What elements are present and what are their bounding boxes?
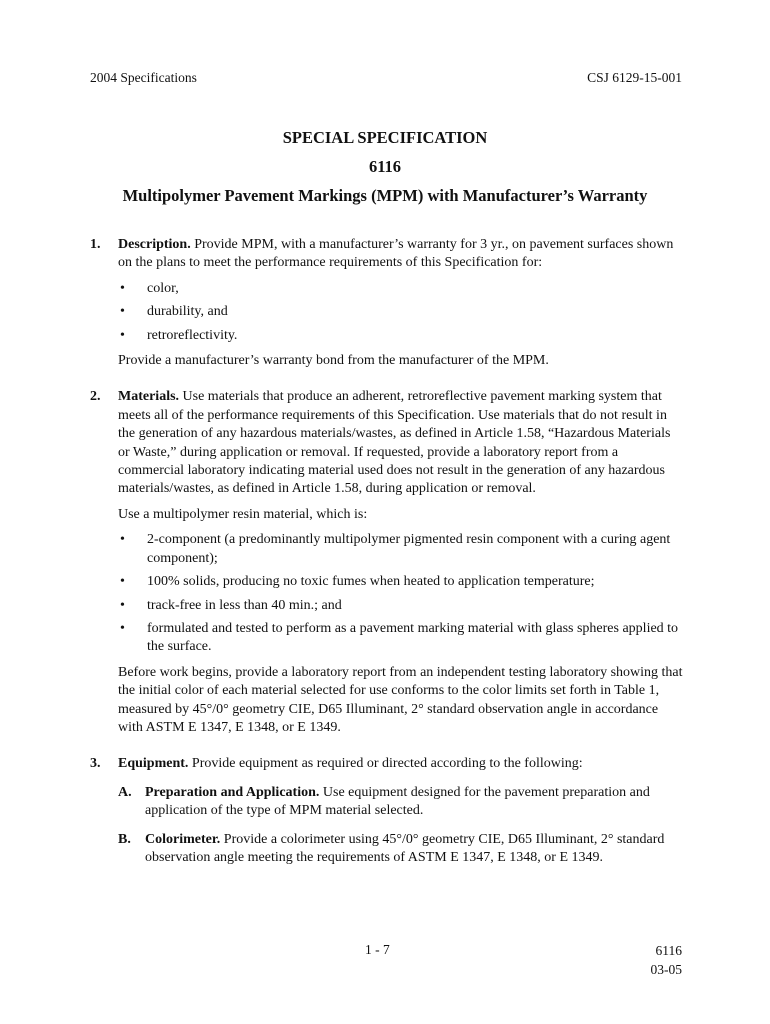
- title-line-1: SPECIAL SPECIFICATION: [282, 128, 488, 147]
- title-line-3: Multipolymer Pavement Markings (MPM) with Manufacturer’s Warranty: [122, 186, 648, 205]
- section-heading: Equipment.: [118, 756, 189, 772]
- bullet-icon: •: [120, 280, 125, 296]
- list-item: • 2-component (a predominantly multipolymer pigmented resin component with a curing agent component);: [118, 531, 685, 568]
- bullet-icon: •: [120, 574, 125, 590]
- section-number: 2.: [90, 389, 101, 405]
- bullet-list: [118, 280, 685, 345]
- section-materials: [90, 388, 685, 744]
- section-paragraph: Description. Provide MPM, with a manufacturer’s warranty for 3 yr., on pavement surfaces shown on the plans to meet the performance requirements of this Specification for:: [118, 237, 674, 271]
- bullet-icon: •: [120, 327, 125, 343]
- section-paragraph: Materials. Use materials that produce an adherent, retroreflective pavement marking system that meets all of the performance requirements of this Specification. Use materials that do not result in the generation of any hazardous materials/wastes, as defined in Article 1.58, “Hazardous Materials or Waste,” during application or removal. If requested, provide a laboratory report from a commercial laboratory indicating material used does not result in the generation of any hazardous materials/wastes, as defined in Article 1.58, during application or removal.: [118, 389, 671, 497]
- bullet-icon: •: [120, 304, 125, 320]
- subsection-heading: Colorimeter.: [145, 831, 221, 847]
- list-item: • color,: [118, 280, 685, 298]
- section-description: [90, 236, 685, 377]
- section-equipment: [90, 755, 685, 877]
- bullet-icon: •: [120, 620, 125, 636]
- bullet-icon: •: [120, 532, 125, 548]
- subsection-letter: A.: [118, 784, 132, 800]
- footer-spec-number: 6116: [655, 943, 682, 958]
- bullet-list: [118, 531, 685, 656]
- section-paragraph: Use a multipolymer resin material, which is:: [118, 506, 368, 522]
- bullet-icon: •: [120, 597, 125, 613]
- list-item: • retroreflectivity.: [118, 327, 685, 345]
- title-line-2: 6116: [368, 157, 402, 176]
- section-heading: Description.: [118, 237, 191, 252]
- list-item: • durability, and: [118, 303, 685, 321]
- section-paragraph: Provide a manufacturer’s warranty bond from the manufacturer of the MPM.: [118, 353, 549, 369]
- subsection-heading: Preparation and Application.: [145, 784, 320, 800]
- list-item: • 100% solids, producing no toxic fumes when heated to application temperature;: [118, 573, 685, 591]
- header-right: CSJ 6129-15-001: [587, 70, 682, 85]
- section-paragraph: Before work begins, provide a laboratory report from an independent testing laboratory showing that the initial color of each material selected for use conforms to the color limits set forth in Table 1, measured by 45°/0° geometry CIE, D65 Illuminant, 2° standard observation angle in accordance with ASTM E 1347, E 1348, or E 1349.: [118, 664, 683, 735]
- list-item: • formulated and tested to perform as a pavement marking material with glass spheres applied to the surface.: [118, 620, 685, 657]
- section-number: 3.: [90, 756, 101, 772]
- subsection-colorimeter: B. Colorimeter. Provide a colorimeter using 45°/0° geometry CIE, D65 Illuminant, 2° standard observation angle meeting the requirements of ASTM E 1347, E 1348, or E 1349.: [118, 831, 685, 868]
- subsection-letter: B.: [118, 831, 131, 847]
- header-left: 2004 Specifications: [90, 70, 197, 85]
- section-number: 1.: [90, 237, 101, 252]
- section-paragraph: Equipment. Provide equipment as required or directed according to the following:: [118, 756, 583, 772]
- document-body: [90, 236, 685, 888]
- list-item: • track-free in less than 40 min.; and: [118, 597, 685, 615]
- page-number: 1 - 7: [365, 942, 390, 957]
- footer-date: 03-05: [650, 961, 682, 977]
- footer-spec-info: [651, 942, 683, 979]
- subsection-preparation: A. Preparation and Application. Use equipment designed for the pavement preparation and application of the type of MPM material selected.: [118, 784, 685, 821]
- section-heading: Materials.: [118, 389, 180, 405]
